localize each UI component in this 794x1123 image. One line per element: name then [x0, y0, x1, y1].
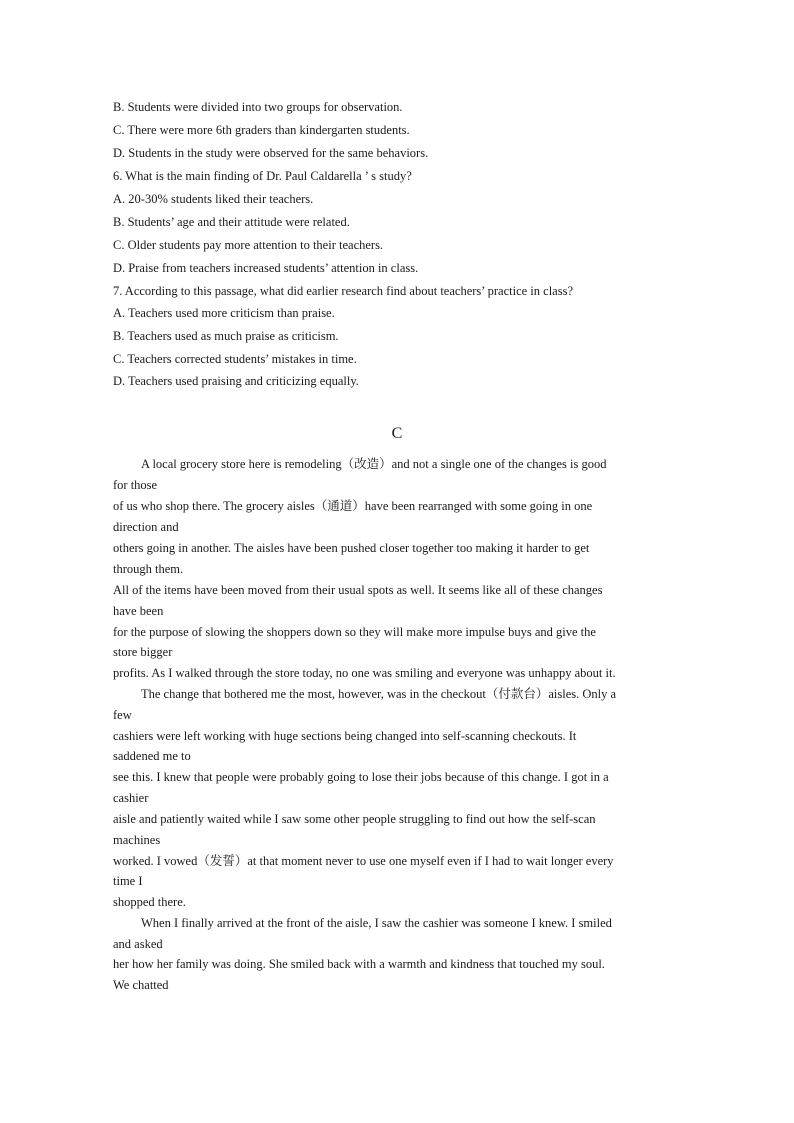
section-heading: C [391, 425, 403, 442]
passage-line: and asked [113, 937, 163, 951]
passage-line: for those [113, 478, 158, 492]
passage-line: profits. As I walked through the store today, no one was smiling and everyone was unhappy about it. [113, 666, 616, 680]
passage-line: worked. I vowed（发誓）at that moment never to use one myself even if I had to wait longer every [113, 854, 614, 868]
passage-line: cashiers were left working with huge sections being changed into self-scanning checkouts. It [113, 729, 577, 743]
question-7: 7. According to this passage, what did earlier research find about teachers’ practice in class? [113, 284, 573, 298]
option-b-q5: B. Students were divided into two groups for observation. [113, 100, 403, 114]
option-d-q7: D. Teachers used praising and criticizing equally. [113, 374, 359, 388]
passage-line: direction and [113, 520, 179, 534]
passage-line: few [113, 708, 132, 722]
passage-line: saddened me to [113, 749, 191, 763]
passage-line: see this. I knew that people were probably going to lose their jobs because of this change. I got in a [113, 770, 609, 784]
option-c-q5: C. There were more 6th graders than kindergarten students. [113, 123, 410, 137]
passage-line: time I [113, 874, 143, 888]
passage-line: others going in another. The aisles have been pushed closer together too making it harder to get [113, 541, 590, 555]
passage-line: All of the items have been moved from their usual spots as well. It seems like all of these changes [113, 583, 603, 597]
option-b-q6: B. Students’ age and their attitude were related. [113, 215, 350, 229]
passage-line: have been [113, 604, 164, 618]
passage-line: A local grocery store here is remodeling（改造）and not a single one of the changes is good [141, 457, 607, 471]
option-a-q6: A. 20-30% students liked their teachers. [113, 192, 314, 206]
passage-line: The change that bothered me the most, however, was in the checkout（付款台）aisles. Only a [141, 687, 617, 701]
question-6: 6. What is the main finding of Dr. Paul Caldarella ’ s study? [113, 169, 412, 183]
passage-line: aisle and patiently waited while I saw some other people struggling to find out how the self-scan [113, 812, 596, 826]
passage-line: store bigger [113, 645, 173, 659]
option-d-q6: D. Praise from teachers increased students’ attention in class. [113, 261, 419, 275]
passage-line: We chatted [113, 978, 169, 992]
passage-line: machines [113, 833, 161, 847]
option-d-q5: D. Students in the study were observed for the same behaviors. [113, 146, 429, 160]
passage-line: When I finally arrived at the front of the aisle, I saw the cashier was someone I knew. I smiled [141, 916, 612, 930]
option-b-q7: B. Teachers used as much praise as criticism. [113, 329, 339, 343]
passage-line: her how her family was doing. She smiled back with a warmth and kindness that touched my soul. [113, 957, 605, 971]
passage-line: shopped there. [113, 895, 186, 909]
passage-line: for the purpose of slowing the shoppers down so they will make more impulse buys and give the [113, 625, 596, 639]
passage-line: of us who shop there. The grocery aisles（通道）have been rearranged with some going in one [113, 499, 593, 513]
passage-line: cashier [113, 791, 149, 805]
option-c-q7: C. Teachers corrected students’ mistakes in time. [113, 352, 357, 366]
option-a-q7: A. Teachers used more criticism than praise. [113, 306, 335, 320]
option-c-q6: C. Older students pay more attention to their teachers. [113, 238, 384, 252]
passage-line: through them. [113, 562, 184, 576]
